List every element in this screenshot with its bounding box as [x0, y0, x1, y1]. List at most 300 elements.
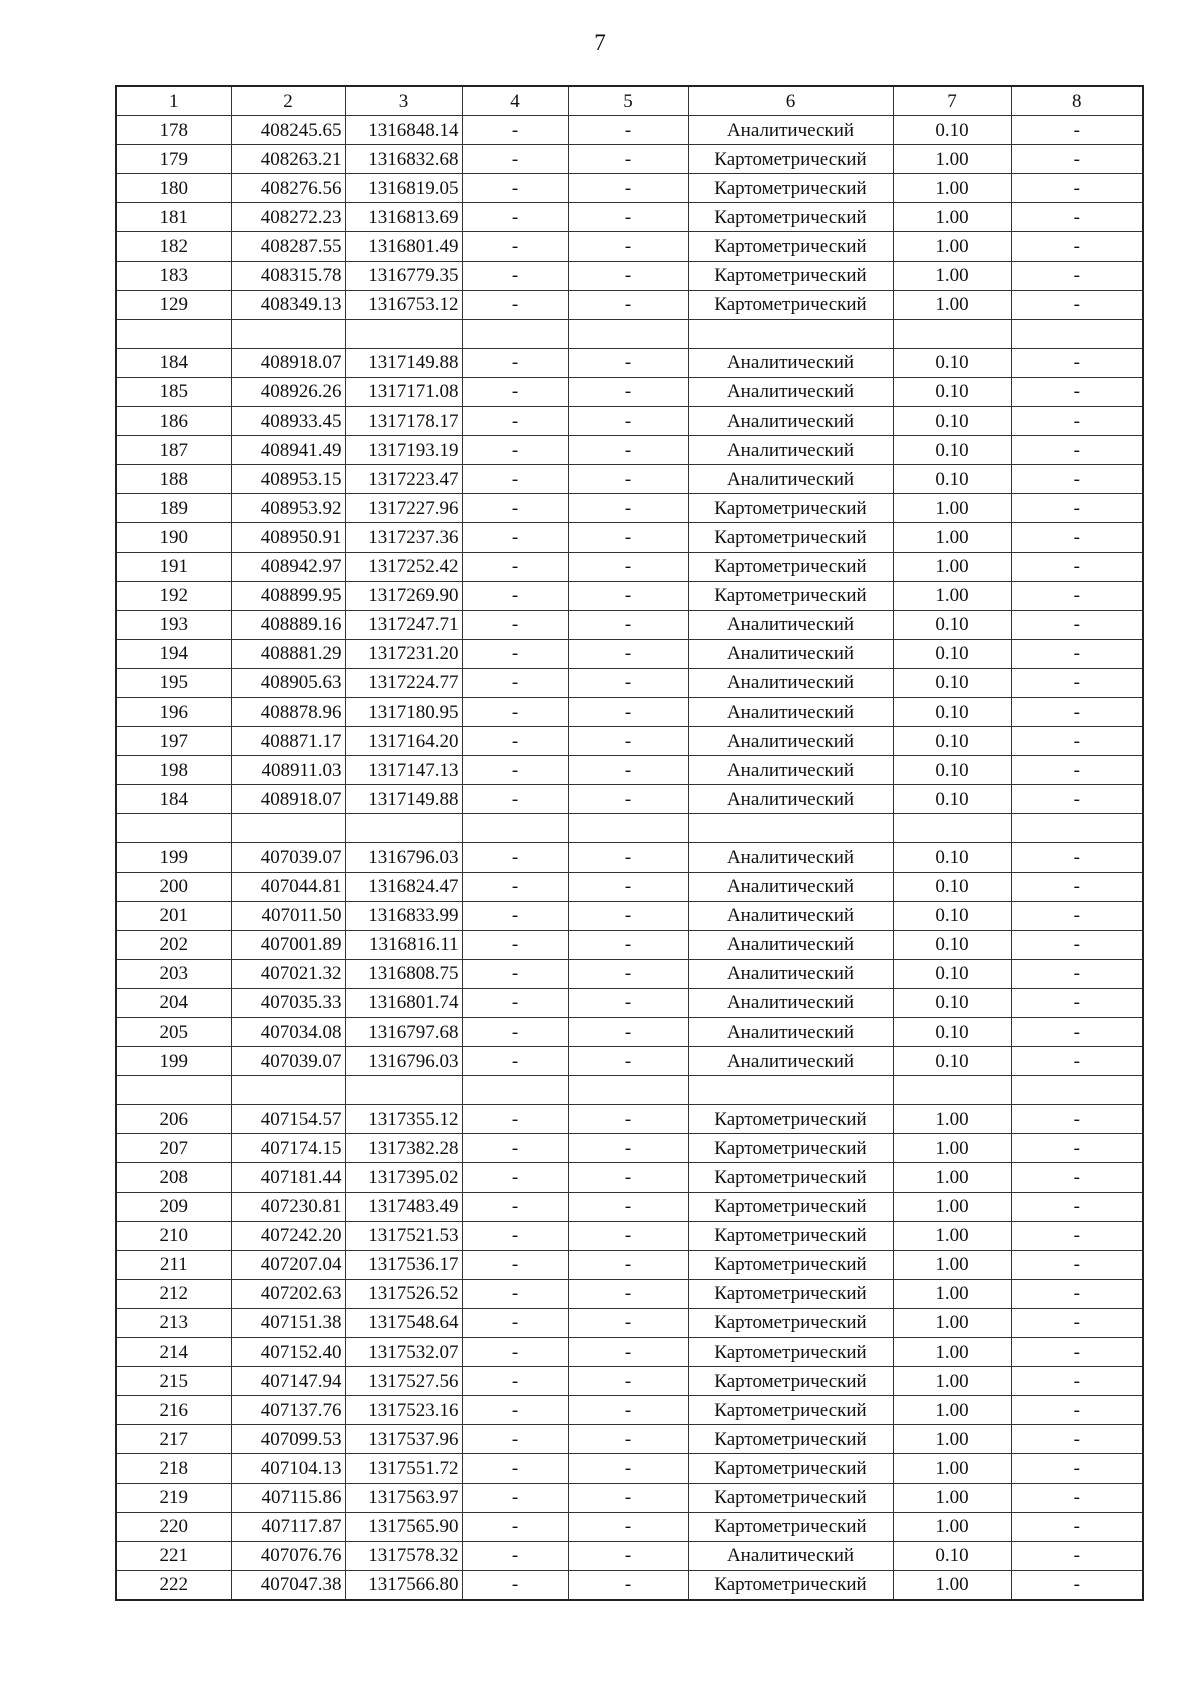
- method-cell: Картометрический: [688, 1221, 893, 1250]
- table-row: [116, 552, 1143, 581]
- col8-cell: -: [1011, 1338, 1143, 1367]
- col5-cell: -: [568, 1570, 688, 1600]
- y-coordinate-cell: 1316796.03: [345, 1047, 462, 1076]
- col4-cell: -: [462, 174, 568, 203]
- col4-cell: -: [462, 1163, 568, 1192]
- col8-cell: -: [1011, 1105, 1143, 1134]
- y-coordinate-cell: 1316796.03: [345, 843, 462, 872]
- col4-cell: [462, 1076, 568, 1105]
- accuracy-cell: 1.00: [893, 261, 1011, 290]
- point-number-cell: 222: [116, 1570, 231, 1600]
- x-coordinate-cell: 408263.21: [231, 145, 345, 174]
- y-coordinate-cell: 1317551.72: [345, 1454, 462, 1483]
- col4-cell: -: [462, 1105, 568, 1134]
- col4-cell: -: [462, 145, 568, 174]
- col8-cell: -: [1011, 523, 1143, 552]
- col8-cell: -: [1011, 494, 1143, 523]
- x-coordinate-cell: 407242.20: [231, 1221, 345, 1250]
- accuracy-cell: 0.10: [893, 407, 1011, 436]
- col8-cell: -: [1011, 668, 1143, 697]
- col5-cell: -: [568, 1512, 688, 1541]
- x-coordinate-cell: 407174.15: [231, 1134, 345, 1163]
- col8-cell: -: [1011, 1047, 1143, 1076]
- x-coordinate-cell: 408918.07: [231, 348, 345, 377]
- table-row: [116, 930, 1143, 959]
- method-cell: Аналитический: [688, 756, 893, 785]
- col5-cell: -: [568, 1250, 688, 1279]
- col4-cell: -: [462, 290, 568, 319]
- accuracy-cell: 1.00: [893, 174, 1011, 203]
- table-row: [116, 116, 1143, 145]
- method-cell: Аналитический: [688, 639, 893, 668]
- x-coordinate-cell: [231, 1076, 345, 1105]
- x-coordinate-cell: [231, 319, 345, 348]
- x-coordinate-cell: 408878.96: [231, 697, 345, 726]
- col5-cell: -: [568, 1396, 688, 1425]
- point-number-cell: 216: [116, 1396, 231, 1425]
- accuracy-cell: 1.00: [893, 1483, 1011, 1512]
- col8-cell: -: [1011, 145, 1143, 174]
- point-number-cell: [116, 319, 231, 348]
- col8-cell: -: [1011, 988, 1143, 1017]
- x-coordinate-cell: 407202.63: [231, 1279, 345, 1308]
- col4-cell: -: [462, 959, 568, 988]
- x-coordinate-cell: 407011.50: [231, 901, 345, 930]
- method-cell: Аналитический: [688, 668, 893, 697]
- method-cell: Аналитический: [688, 872, 893, 901]
- y-coordinate-cell: 1317252.42: [345, 552, 462, 581]
- col4-cell: -: [462, 1018, 568, 1047]
- method-cell: Картометрический: [688, 1512, 893, 1541]
- col4-cell: -: [462, 785, 568, 814]
- col4-cell: -: [462, 1512, 568, 1541]
- x-coordinate-cell: 407104.13: [231, 1454, 345, 1483]
- table-row: [116, 1570, 1143, 1600]
- accuracy-cell: [893, 814, 1011, 843]
- col5-cell: -: [568, 203, 688, 232]
- point-number-cell: 198: [116, 756, 231, 785]
- x-coordinate-cell: 408950.91: [231, 523, 345, 552]
- col4-cell: -: [462, 901, 568, 930]
- point-number-cell: 210: [116, 1221, 231, 1250]
- point-number-cell: 191: [116, 552, 231, 581]
- x-coordinate-cell: 408315.78: [231, 261, 345, 290]
- y-coordinate-cell: 1316801.74: [345, 988, 462, 1017]
- col5-cell: -: [568, 1047, 688, 1076]
- col8-cell: -: [1011, 174, 1143, 203]
- y-coordinate-cell: 1317565.90: [345, 1512, 462, 1541]
- col8-cell: -: [1011, 1163, 1143, 1192]
- col4-cell: -: [462, 552, 568, 581]
- col8-cell: -: [1011, 901, 1143, 930]
- col5-cell: -: [568, 1483, 688, 1512]
- col8-cell: -: [1011, 1512, 1143, 1541]
- x-coordinate-cell: [231, 814, 345, 843]
- col8-cell: [1011, 1076, 1143, 1105]
- col8-cell: -: [1011, 348, 1143, 377]
- table-row: [116, 988, 1143, 1017]
- table-row: [116, 1221, 1143, 1250]
- point-number-cell: 213: [116, 1308, 231, 1337]
- point-number-cell: 215: [116, 1367, 231, 1396]
- method-cell: Картометрический: [688, 1308, 893, 1337]
- col4-cell: -: [462, 1396, 568, 1425]
- table-body: [116, 116, 1143, 1600]
- col8-cell: [1011, 319, 1143, 348]
- col5-cell: -: [568, 1221, 688, 1250]
- method-cell: Картометрический: [688, 174, 893, 203]
- col5-cell: [568, 319, 688, 348]
- y-coordinate-cell: 1317537.96: [345, 1425, 462, 1454]
- y-coordinate-cell: 1317382.28: [345, 1134, 462, 1163]
- col5-cell: -: [568, 174, 688, 203]
- accuracy-cell: 1.00: [893, 1338, 1011, 1367]
- col8-cell: -: [1011, 1367, 1143, 1396]
- col4-cell: [462, 814, 568, 843]
- method-cell: Картометрический: [688, 552, 893, 581]
- point-number-cell: 207: [116, 1134, 231, 1163]
- table-row: [116, 901, 1143, 930]
- method-cell: Аналитический: [688, 377, 893, 406]
- table-row: [116, 959, 1143, 988]
- point-number-cell: 212: [116, 1279, 231, 1308]
- table-row: [116, 581, 1143, 610]
- col8-cell: -: [1011, 290, 1143, 319]
- col8-cell: -: [1011, 610, 1143, 639]
- method-cell: Картометрический: [688, 145, 893, 174]
- col4-cell: -: [462, 232, 568, 261]
- method-cell: Аналитический: [688, 901, 893, 930]
- point-number-cell: 184: [116, 785, 231, 814]
- point-number-cell: 184: [116, 348, 231, 377]
- col5-cell: -: [568, 581, 688, 610]
- table-row: [116, 610, 1143, 639]
- method-cell: Картометрический: [688, 290, 893, 319]
- col5-cell: -: [568, 785, 688, 814]
- x-coordinate-cell: 407021.32: [231, 959, 345, 988]
- table-row: [116, 1367, 1143, 1396]
- col4-cell: -: [462, 465, 568, 494]
- method-cell: Аналитический: [688, 697, 893, 726]
- method-cell: Картометрический: [688, 494, 893, 523]
- table-row: [116, 1279, 1143, 1308]
- method-cell: Картометрический: [688, 1279, 893, 1308]
- point-number-cell: 205: [116, 1018, 231, 1047]
- point-number-cell: 179: [116, 145, 231, 174]
- x-coordinate-cell: 408276.56: [231, 174, 345, 203]
- col8-cell: -: [1011, 1250, 1143, 1279]
- x-coordinate-cell: 408918.07: [231, 785, 345, 814]
- y-coordinate-cell: 1317527.56: [345, 1367, 462, 1396]
- table-row: [116, 465, 1143, 494]
- col8-cell: -: [1011, 756, 1143, 785]
- col4-cell: -: [462, 116, 568, 145]
- accuracy-cell: 0.10: [893, 901, 1011, 930]
- col4-cell: -: [462, 436, 568, 465]
- col5-cell: -: [568, 1367, 688, 1396]
- table-row: [116, 1483, 1143, 1512]
- table-row: [116, 348, 1143, 377]
- y-coordinate-cell: 1317147.13: [345, 756, 462, 785]
- col8-cell: -: [1011, 465, 1143, 494]
- y-coordinate-cell: 1317483.49: [345, 1192, 462, 1221]
- col8-cell: -: [1011, 1425, 1143, 1454]
- x-coordinate-cell: 408889.16: [231, 610, 345, 639]
- method-cell: Картометрический: [688, 1367, 893, 1396]
- table-row: [116, 1018, 1143, 1047]
- point-number-cell: 199: [116, 843, 231, 872]
- table-row: [116, 639, 1143, 668]
- accuracy-cell: 1.00: [893, 290, 1011, 319]
- y-coordinate-cell: 1317149.88: [345, 348, 462, 377]
- x-coordinate-cell: 407035.33: [231, 988, 345, 1017]
- x-coordinate-cell: 408287.55: [231, 232, 345, 261]
- x-coordinate-cell: 408911.03: [231, 756, 345, 785]
- table-row: [116, 843, 1143, 872]
- method-cell: Картометрический: [688, 1570, 893, 1600]
- point-number-cell: 185: [116, 377, 231, 406]
- col4-cell: -: [462, 1338, 568, 1367]
- point-number-cell: 204: [116, 988, 231, 1017]
- col5-cell: -: [568, 1425, 688, 1454]
- accuracy-cell: 0.10: [893, 639, 1011, 668]
- table-row: [116, 174, 1143, 203]
- col4-cell: -: [462, 1454, 568, 1483]
- col4-cell: -: [462, 610, 568, 639]
- point-number-cell: 190: [116, 523, 231, 552]
- accuracy-cell: 1.00: [893, 581, 1011, 610]
- col5-cell: -: [568, 756, 688, 785]
- y-coordinate-cell: 1317566.80: [345, 1570, 462, 1600]
- accuracy-cell: 0.10: [893, 697, 1011, 726]
- col5-cell: -: [568, 668, 688, 697]
- col8-cell: -: [1011, 1396, 1143, 1425]
- point-number-cell: 188: [116, 465, 231, 494]
- accuracy-cell: 0.10: [893, 959, 1011, 988]
- col8-cell: -: [1011, 959, 1143, 988]
- x-coordinate-cell: 407115.86: [231, 1483, 345, 1512]
- col8-cell: -: [1011, 203, 1143, 232]
- col5-cell: -: [568, 901, 688, 930]
- table-row: [116, 872, 1143, 901]
- col4-cell: -: [462, 1541, 568, 1570]
- x-coordinate-cell: 408272.23: [231, 203, 345, 232]
- col5-cell: -: [568, 1541, 688, 1570]
- col4-cell: -: [462, 872, 568, 901]
- col5-cell: -: [568, 610, 688, 639]
- y-coordinate-cell: 1316848.14: [345, 116, 462, 145]
- table-header: [116, 86, 1143, 116]
- x-coordinate-cell: 407137.76: [231, 1396, 345, 1425]
- y-coordinate-cell: 1317180.95: [345, 697, 462, 726]
- point-number-cell: 211: [116, 1250, 231, 1279]
- col8-cell: -: [1011, 1221, 1143, 1250]
- y-coordinate-cell: 1316801.49: [345, 232, 462, 261]
- table-row: [116, 1250, 1143, 1279]
- table-row: [116, 1308, 1143, 1337]
- table-row: [116, 785, 1143, 814]
- method-cell: [688, 814, 893, 843]
- col5-cell: -: [568, 1134, 688, 1163]
- x-coordinate-cell: 408933.45: [231, 407, 345, 436]
- x-coordinate-cell: 408926.26: [231, 377, 345, 406]
- col4-cell: -: [462, 668, 568, 697]
- accuracy-cell: 0.10: [893, 116, 1011, 145]
- y-coordinate-cell: 1316833.99: [345, 901, 462, 930]
- column-header: 8: [1011, 86, 1143, 116]
- y-coordinate-cell: 1317526.52: [345, 1279, 462, 1308]
- x-coordinate-cell: 407099.53: [231, 1425, 345, 1454]
- col5-cell: -: [568, 872, 688, 901]
- accuracy-cell: 0.10: [893, 348, 1011, 377]
- y-coordinate-cell: 1317563.97: [345, 1483, 462, 1512]
- point-number-cell: 183: [116, 261, 231, 290]
- col8-cell: -: [1011, 1192, 1143, 1221]
- y-coordinate-cell: 1317224.77: [345, 668, 462, 697]
- col8-cell: [1011, 814, 1143, 843]
- y-coordinate-cell: 1317227.96: [345, 494, 462, 523]
- col4-cell: -: [462, 756, 568, 785]
- col8-cell: -: [1011, 697, 1143, 726]
- accuracy-cell: 1.00: [893, 1192, 1011, 1221]
- col4-cell: -: [462, 1308, 568, 1337]
- x-coordinate-cell: 408899.95: [231, 581, 345, 610]
- accuracy-cell: 1.00: [893, 1367, 1011, 1396]
- col5-cell: -: [568, 494, 688, 523]
- column-header: 4: [462, 86, 568, 116]
- method-cell: Аналитический: [688, 407, 893, 436]
- col4-cell: -: [462, 1483, 568, 1512]
- table-row: [116, 727, 1143, 756]
- col5-cell: -: [568, 959, 688, 988]
- col4-cell: -: [462, 988, 568, 1017]
- col4-cell: -: [462, 1279, 568, 1308]
- table-row: [116, 1076, 1143, 1105]
- x-coordinate-cell: 408953.92: [231, 494, 345, 523]
- col4-cell: -: [462, 523, 568, 552]
- table-row: [116, 756, 1143, 785]
- method-cell: Аналитический: [688, 465, 893, 494]
- accuracy-cell: 1.00: [893, 232, 1011, 261]
- table-row: [116, 1192, 1143, 1221]
- column-header: 3: [345, 86, 462, 116]
- y-coordinate-cell: 1317149.88: [345, 785, 462, 814]
- accuracy-cell: 0.10: [893, 930, 1011, 959]
- point-number-cell: 187: [116, 436, 231, 465]
- x-coordinate-cell: 407117.87: [231, 1512, 345, 1541]
- col5-cell: -: [568, 697, 688, 726]
- point-number-cell: 192: [116, 581, 231, 610]
- method-cell: Картометрический: [688, 523, 893, 552]
- accuracy-cell: 0.10: [893, 668, 1011, 697]
- method-cell: Аналитический: [688, 610, 893, 639]
- x-coordinate-cell: 407230.81: [231, 1192, 345, 1221]
- accuracy-cell: 1.00: [893, 1105, 1011, 1134]
- y-coordinate-cell: 1317521.53: [345, 1221, 462, 1250]
- col4-cell: -: [462, 407, 568, 436]
- point-number-cell: 180: [116, 174, 231, 203]
- col8-cell: -: [1011, 1454, 1143, 1483]
- x-coordinate-cell: 407151.38: [231, 1308, 345, 1337]
- point-number-cell: 208: [116, 1163, 231, 1192]
- x-coordinate-cell: 407154.57: [231, 1105, 345, 1134]
- method-cell: Картометрический: [688, 1163, 893, 1192]
- point-number-cell: 200: [116, 872, 231, 901]
- accuracy-cell: 0.10: [893, 610, 1011, 639]
- col5-cell: -: [568, 523, 688, 552]
- col5-cell: -: [568, 988, 688, 1017]
- accuracy-cell: 0.10: [893, 727, 1011, 756]
- col5-cell: -: [568, 436, 688, 465]
- col4-cell: -: [462, 697, 568, 726]
- col8-cell: -: [1011, 1308, 1143, 1337]
- col8-cell: -: [1011, 727, 1143, 756]
- x-coordinate-cell: 407039.07: [231, 843, 345, 872]
- col8-cell: -: [1011, 232, 1143, 261]
- col5-cell: -: [568, 727, 688, 756]
- method-cell: Аналитический: [688, 843, 893, 872]
- accuracy-cell: 1.00: [893, 1454, 1011, 1483]
- x-coordinate-cell: 408881.29: [231, 639, 345, 668]
- point-number-cell: 181: [116, 203, 231, 232]
- column-header: 6: [688, 86, 893, 116]
- table-row: [116, 145, 1143, 174]
- accuracy-cell: 1.00: [893, 523, 1011, 552]
- column-header: 1: [116, 86, 231, 116]
- table-row: [116, 203, 1143, 232]
- method-cell: Картометрический: [688, 1105, 893, 1134]
- y-coordinate-cell: 1317237.36: [345, 523, 462, 552]
- col4-cell: -: [462, 203, 568, 232]
- point-number-cell: 203: [116, 959, 231, 988]
- accuracy-cell: 1.00: [893, 1396, 1011, 1425]
- col5-cell: -: [568, 1105, 688, 1134]
- accuracy-cell: 0.10: [893, 785, 1011, 814]
- table-row: [116, 1163, 1143, 1192]
- table-row: [116, 1338, 1143, 1367]
- coordinates-table: [115, 85, 1144, 1601]
- y-coordinate-cell: 1317355.12: [345, 1105, 462, 1134]
- table-row: [116, 668, 1143, 697]
- col4-cell: -: [462, 1221, 568, 1250]
- col8-cell: -: [1011, 1541, 1143, 1570]
- y-coordinate-cell: 1316779.35: [345, 261, 462, 290]
- x-coordinate-cell: 407047.38: [231, 1570, 345, 1600]
- point-number-cell: [116, 814, 231, 843]
- col4-cell: -: [462, 581, 568, 610]
- accuracy-cell: 0.10: [893, 377, 1011, 406]
- point-number-cell: 196: [116, 697, 231, 726]
- point-number-cell: 193: [116, 610, 231, 639]
- col5-cell: -: [568, 407, 688, 436]
- y-coordinate-cell: 1316819.05: [345, 174, 462, 203]
- method-cell: Аналитический: [688, 930, 893, 959]
- method-cell: Картометрический: [688, 1425, 893, 1454]
- col5-cell: -: [568, 145, 688, 174]
- col5-cell: -: [568, 465, 688, 494]
- point-number-cell: 209: [116, 1192, 231, 1221]
- point-number-cell: 219: [116, 1483, 231, 1512]
- point-number-cell: 189: [116, 494, 231, 523]
- y-coordinate-cell: 1317171.08: [345, 377, 462, 406]
- col4-cell: -: [462, 1047, 568, 1076]
- col5-cell: -: [568, 1018, 688, 1047]
- y-coordinate-cell: 1317193.19: [345, 436, 462, 465]
- y-coordinate-cell: 1317532.07: [345, 1338, 462, 1367]
- col4-cell: -: [462, 261, 568, 290]
- y-coordinate-cell: 1317164.20: [345, 727, 462, 756]
- page-number: 7: [594, 30, 606, 55]
